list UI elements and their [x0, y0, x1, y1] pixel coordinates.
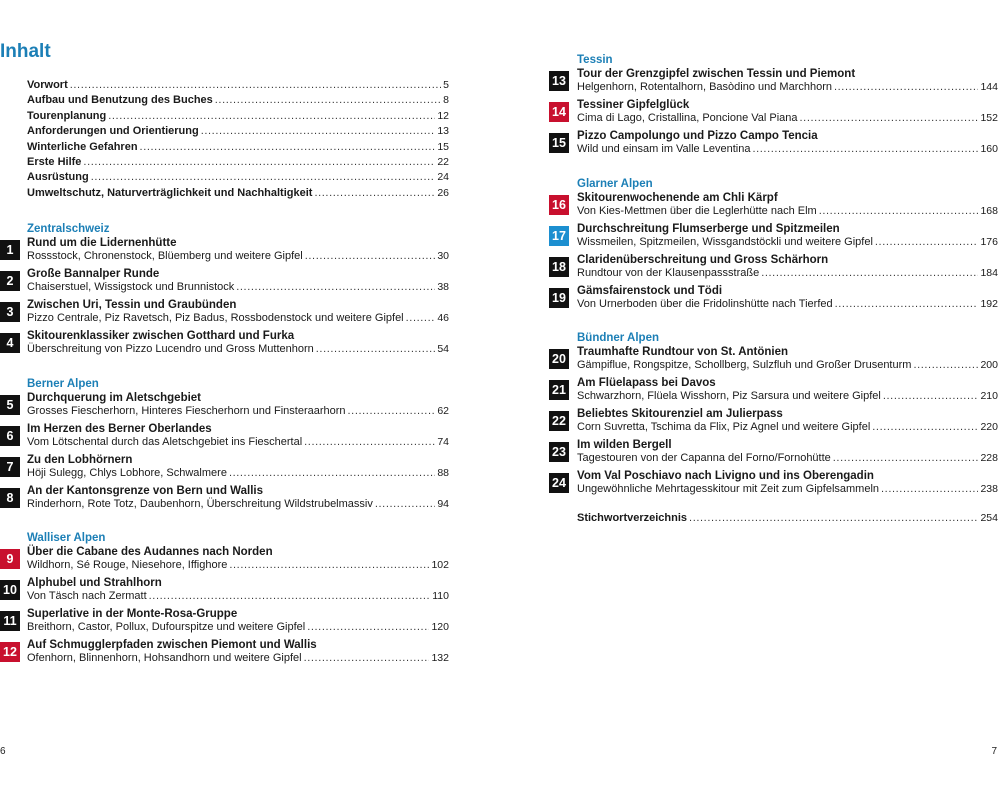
leader-dots [304, 436, 435, 449]
tour-page: 192 [980, 297, 998, 310]
tour-number-badge: 22 [549, 411, 569, 431]
tour-entry[interactable] [6, 237, 449, 268]
tour-page: 46 [437, 311, 449, 324]
tour-subtitle: Rossstock, Chronenstock, Blüemberg und weitere Gipfel [27, 249, 303, 262]
leader-dots [752, 143, 978, 156]
tour-title: Skitourenwochenende am Chli Kärpf [577, 192, 778, 204]
front-entry-page: 15 [437, 140, 449, 153]
tour-entry[interactable] [552, 68, 998, 99]
tour-page: 184 [980, 266, 998, 279]
tour-subtitle-line [577, 452, 998, 465]
leader-dots [307, 621, 429, 634]
tour-number-badge: 23 [549, 442, 569, 462]
front-entry-page: 26 [437, 186, 449, 199]
tour-subtitle-line [577, 81, 998, 94]
leader-dots [108, 110, 435, 122]
index-entry[interactable] [577, 512, 998, 524]
leader-dots [229, 467, 435, 480]
front-entry-title: Winterliche Gefahren [27, 140, 138, 153]
page-number-right: 7 [991, 746, 997, 757]
tour-number-badge: 6 [0, 426, 20, 446]
toc-section [3, 531, 449, 670]
tour-page: 228 [980, 451, 998, 464]
tour-title: Gämsfairenstock und Tödi [577, 285, 723, 297]
tour-title: Auf Schmugglerpfaden zwischen Piemont und Wallis [27, 639, 317, 651]
front-entry-page: 12 [437, 109, 449, 122]
tour-entry[interactable] [6, 546, 449, 577]
leader-dots [913, 359, 978, 372]
tour-entry[interactable] [6, 299, 449, 330]
tour-entry[interactable] [6, 485, 449, 516]
tour-page: 102 [431, 558, 449, 571]
tour-subtitle-line [577, 267, 998, 280]
tour-subtitle-line [27, 343, 449, 356]
tour-subtitle: Rinderhorn, Rote Totz, Daubenhorn, Überschreitung Wildstrubelmassiv [27, 497, 373, 510]
leader-dots [375, 498, 435, 511]
leader-dots [875, 236, 979, 249]
leader-dots [872, 421, 978, 434]
tour-subtitle: Wild und einsam im Valle Leventina [577, 142, 751, 155]
toc-front-entry[interactable] [27, 79, 449, 94]
tour-title: Zwischen Uri, Tessin und Graubünden [27, 299, 237, 311]
tour-subtitle-line [27, 467, 449, 480]
tour-title: Claridenüberschreitung und Gross Schärhorn [577, 254, 829, 266]
tour-subtitle-line [27, 621, 449, 634]
tour-subtitle: Rundtour von der Klausenpassstraße [577, 266, 760, 279]
tour-subtitle: Wissmeilen, Spitzmeilen, Wissgandstöckli und weitere Gipfel [577, 235, 873, 248]
leader-dots [83, 156, 435, 168]
section-heading: Glarner Alpen [577, 178, 653, 190]
toc-section [552, 53, 998, 161]
tour-entry[interactable] [552, 130, 998, 161]
tour-entry[interactable] [552, 192, 998, 223]
section-heading: Bündner Alpen [577, 332, 659, 344]
tour-subtitle-line [27, 250, 449, 263]
tour-subtitle-line [27, 405, 449, 418]
tour-subtitle-line [577, 298, 998, 311]
tour-subtitle: Chaiserstuel, Wissigstock und Brunnistock [27, 280, 235, 293]
tour-subtitle: Tagestouren von der Capanna del Forno/Fornohütte [577, 451, 831, 464]
page-number-left: 6 [0, 746, 6, 757]
tour-page: 94 [437, 497, 449, 510]
tour-entry[interactable] [552, 408, 998, 439]
tour-title: Zu den Lobhörnern [27, 454, 133, 466]
tour-title: Durchquerung im Aletschgebiet [27, 392, 202, 404]
tour-title: An der Kantonsgrenze von Bern und Wallis [27, 485, 263, 497]
tour-entry[interactable] [552, 346, 998, 377]
front-entry-page: 24 [437, 171, 449, 184]
tour-number-badge: 9 [0, 549, 20, 569]
tour-subtitle-line [27, 652, 449, 665]
tour-page: 176 [980, 235, 998, 248]
tour-subtitle: Von Urnerboden über die Fridolinshütte nach Tierfed [577, 297, 833, 310]
leader-dots [835, 298, 979, 311]
tour-title: Rund um die Lidernenhütte [27, 237, 177, 249]
front-entry-title: Aufbau und Benutzung des Buches [27, 94, 213, 107]
tour-subtitle-line [27, 281, 449, 294]
tour-title: Durchschreitung Flumserberge und Spitzmeilen [577, 223, 840, 235]
front-entry-page: 5 [443, 79, 449, 91]
tour-page: 132 [431, 651, 449, 664]
toc-front-entry[interactable] [27, 171, 449, 186]
front-entry-title: Tourenplanung [27, 109, 107, 122]
tour-subtitle: Wildhorn, Sé Rouge, Niesehore, Iffighore [27, 558, 228, 571]
tour-title: Im Herzen des Berner Oberlandes [27, 423, 212, 435]
tour-subtitle: Ofenhorn, Blinnenhorn, Hohsandhorn und weitere Gipfel [27, 651, 302, 664]
front-entry-title: Ausrüstung [27, 171, 89, 184]
toc-front-entry[interactable] [27, 125, 449, 140]
tour-number-badge: 17 [549, 226, 569, 246]
tour-number-badge: 18 [549, 257, 569, 277]
toc-front-entry[interactable] [27, 156, 449, 171]
tour-subtitle-line [27, 312, 449, 325]
tour-subtitle: Gämpiflue, Rongspitze, Schollberg, Sulzfluh und Großer Drusenturm [577, 358, 912, 371]
page-title: Inhalt [0, 41, 51, 62]
tour-title: Pizzo Campolungo und Pizzo Campo Tencia [577, 130, 818, 142]
tour-subtitle: Corn Suvretta, Tschima da Flix, Piz Agnel und weitere Gipfel [577, 420, 871, 433]
tour-number-badge: 4 [0, 333, 20, 353]
tour-subtitle-line [577, 483, 998, 496]
tour-subtitle: Höji Sulegg, Chlys Lobhore, Schwalmere [27, 466, 227, 479]
leader-dots [833, 452, 979, 465]
leader-dots [689, 512, 978, 524]
tour-page: 88 [437, 466, 449, 479]
tour-number-badge: 3 [0, 302, 20, 322]
tour-subtitle: Grosses Fiescherhorn, Hinteres Fiescherhorn und Finsteraarhorn [27, 404, 346, 417]
tour-subtitle-line [577, 390, 998, 403]
tour-subtitle: Ungewöhnliche Mehrtagesskitour mit Zeit zum Gipfelsammeln [577, 482, 880, 495]
tour-entry[interactable] [3, 577, 449, 608]
leader-dots [236, 281, 435, 294]
tour-subtitle: Pizzo Centrale, Piz Ravetsch, Piz Badus, Rossbodenstock und weitere Gipfel [27, 311, 404, 324]
tour-title: Vom Val Poschiavo nach Livigno und ins Oberengadin [577, 470, 874, 482]
tour-entry[interactable] [552, 439, 998, 470]
tour-subtitle: Vom Lötschental durch das Aletschgebiet ins Fieschertal [27, 435, 303, 448]
front-entry-page: 13 [437, 125, 449, 138]
tour-page: 110 [432, 589, 449, 602]
tour-number-badge: 11 [0, 611, 20, 631]
leader-dots [304, 652, 430, 665]
tour-title: Skitourenklassiker zwischen Gotthard und Furka [27, 330, 295, 342]
tour-page: 54 [437, 342, 449, 355]
tour-title: Tessiner Gipfelglück [577, 99, 690, 111]
tour-entry[interactable] [6, 392, 449, 423]
tour-entry[interactable] [3, 639, 449, 670]
tour-page: 160 [980, 142, 998, 155]
section-heading: Berner Alpen [27, 378, 99, 390]
tour-number-badge: 20 [549, 349, 569, 369]
leader-dots [305, 250, 436, 263]
leader-dots [201, 125, 436, 137]
tour-subtitle: Cima di Lago, Cristallina, Poncione Val Piana [577, 111, 798, 124]
tour-title: Am Flüelapass bei Davos [577, 377, 716, 389]
tour-title: Traumhafte Rundtour von St. Antönien [577, 346, 789, 358]
tour-number-badge: 7 [0, 457, 20, 477]
section-heading: Tessin [577, 54, 613, 66]
tour-title: Große Bannalper Runde [27, 268, 160, 280]
front-entry-page: 22 [437, 155, 449, 168]
leader-dots [229, 559, 429, 572]
tour-subtitle: Von Täsch nach Zermatt [27, 589, 147, 602]
tour-subtitle: Schwarzhorn, Flüela Wisshorn, Piz Sarsura und weitere Gipfel [577, 389, 881, 402]
tour-entry[interactable] [552, 285, 998, 316]
tour-page: 144 [980, 80, 998, 93]
tour-page: 200 [980, 358, 998, 371]
tour-page: 120 [431, 620, 449, 633]
tour-page: 152 [980, 111, 998, 124]
tour-number-badge: 13 [549, 71, 569, 91]
tour-subtitle-line [27, 498, 449, 511]
tour-entry[interactable] [552, 377, 998, 408]
front-entry-title: Umweltschutz, Naturverträglichkeit und Nachhaltigkeit [27, 186, 313, 199]
toc-section [6, 222, 449, 361]
leader-dots [316, 343, 436, 356]
tour-number-badge: 16 [549, 195, 569, 215]
leader-dots [348, 405, 436, 418]
leader-dots [91, 171, 436, 183]
tour-number-badge: 1 [0, 240, 20, 260]
tour-number-badge: 19 [549, 288, 569, 308]
tour-entry[interactable] [552, 99, 998, 130]
leader-dots [819, 205, 979, 218]
toc-front-entry[interactable] [27, 110, 449, 125]
tour-entry[interactable] [6, 268, 449, 299]
front-entry-page: 8 [443, 94, 449, 107]
leader-dots [881, 483, 978, 496]
tour-page: 168 [980, 204, 998, 217]
section-heading: Zentralschweiz [27, 223, 110, 235]
leader-dots [314, 187, 435, 199]
front-entry-title: Vorwort [27, 79, 68, 91]
tour-page: 74 [437, 435, 449, 448]
tour-entry[interactable] [552, 254, 998, 285]
tour-subtitle: Von Kies-Mettmen über die Leglerhütte nach Elm [577, 204, 817, 217]
toc-front-entry[interactable] [27, 187, 449, 202]
index-page: 254 [980, 512, 998, 524]
toc-front-entry[interactable] [27, 141, 449, 156]
tour-number-badge: 10 [0, 580, 20, 600]
tour-title: Superlative in der Monte-Rosa-Gruppe [27, 608, 238, 620]
tour-page: 30 [437, 249, 449, 262]
tour-title: Alphubel und Strahlhorn [27, 577, 162, 589]
tour-subtitle: Helgenhorn, Rotentalhorn, Basòdino und Marchhorn [577, 80, 832, 93]
tour-number-badge: 24 [549, 473, 569, 493]
tour-entry[interactable] [6, 330, 449, 361]
leader-dots [834, 81, 978, 94]
tour-subtitle-line [577, 236, 998, 249]
leader-dots [883, 390, 979, 403]
tour-entry[interactable] [552, 223, 998, 254]
tour-subtitle-line [27, 436, 449, 449]
tour-subtitle-line [577, 421, 998, 434]
leader-dots [140, 141, 436, 153]
tour-subtitle-line [577, 112, 998, 125]
tour-subtitle: Breithorn, Castor, Pollux, Dufourspitze und weitere Gipfel [27, 620, 306, 633]
front-entry-title: Anforderungen und Orientierung [27, 125, 199, 138]
tour-subtitle-line [27, 559, 449, 572]
tour-entry[interactable] [552, 470, 998, 501]
index-title: Stichwortverzeichnis [577, 512, 688, 524]
front-matter-list [27, 79, 449, 202]
tour-page: 38 [437, 280, 449, 293]
tour-number-badge: 2 [0, 271, 20, 291]
leader-dots [70, 79, 441, 91]
leader-dots [800, 112, 979, 125]
tour-number-badge: 14 [549, 102, 569, 122]
toc-front-entry[interactable] [27, 94, 449, 109]
tour-page: 210 [980, 389, 998, 402]
tour-title: Über die Cabane des Audannes nach Norden [27, 546, 273, 558]
leader-dots [149, 590, 431, 603]
tour-subtitle-line [577, 205, 998, 218]
tour-entry[interactable] [6, 454, 449, 485]
tour-number-badge: 12 [0, 642, 20, 662]
toc-section [552, 177, 998, 316]
tour-subtitle-line [577, 143, 998, 156]
toc-section [552, 331, 998, 501]
leader-dots [215, 94, 441, 106]
tour-title: Tour der Grenzgipfel zwischen Tessin und Piemont [577, 68, 856, 80]
tour-number-badge: 21 [549, 380, 569, 400]
tour-subtitle-line [577, 359, 998, 372]
tour-title: Im wilden Bergell [577, 439, 672, 451]
tour-number-badge: 8 [0, 488, 20, 508]
tour-number-badge: 5 [0, 395, 20, 415]
tour-subtitle-line [27, 590, 449, 603]
tour-number-badge: 15 [549, 133, 569, 153]
section-heading: Walliser Alpen [27, 532, 106, 544]
tour-entry[interactable] [3, 608, 449, 639]
front-entry-title: Erste Hilfe [27, 155, 82, 168]
leader-dots [406, 312, 436, 325]
tour-page: 62 [437, 404, 449, 417]
toc-section [6, 377, 449, 516]
tour-page: 238 [980, 482, 998, 495]
tour-page: 220 [980, 420, 998, 433]
tour-title: Beliebtes Skitourenziel am Julierpass [577, 408, 783, 420]
tour-entry[interactable] [6, 423, 449, 454]
leader-dots [761, 267, 978, 280]
tour-subtitle: Überschreitung von Pizzo Lucendro und Gross Muttenhorn [27, 342, 314, 355]
